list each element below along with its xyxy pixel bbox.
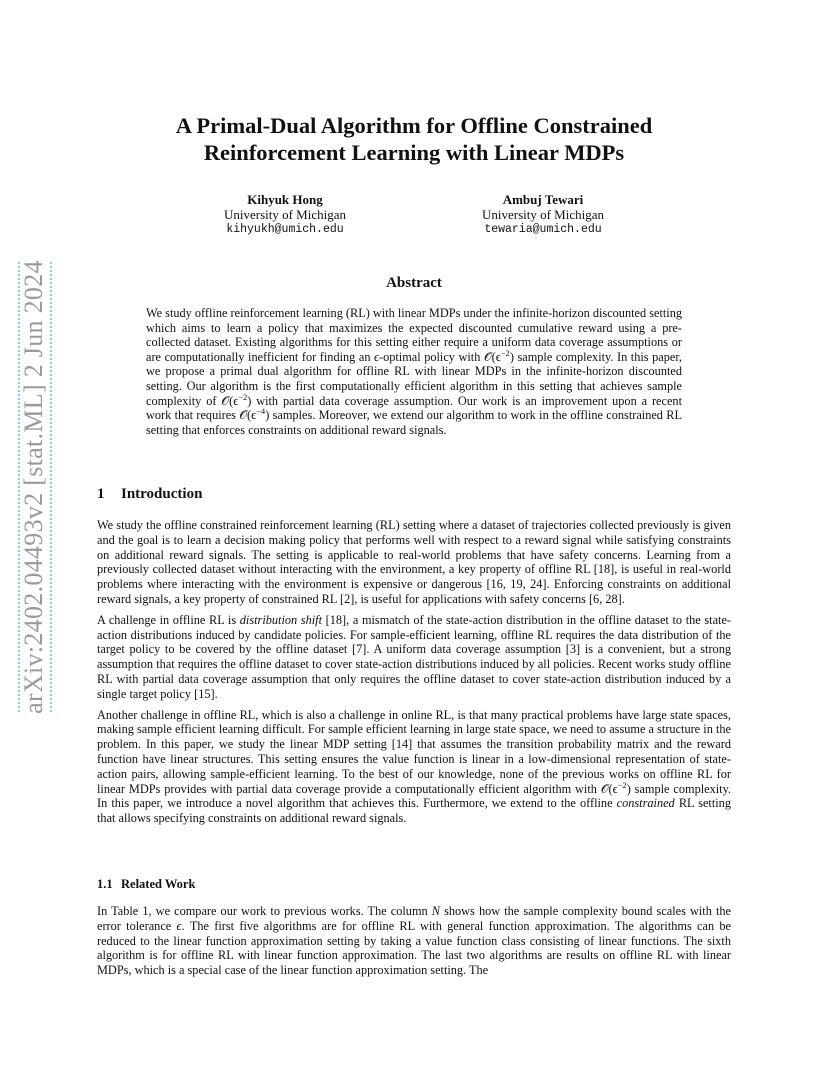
abstract-text: We study offline reinforcement learning (RL) with linear MDPs under the infinite-horizon discounted setting which aims to learn a policy that maximizes the expected discounted cumulative reward using a pre-collected dataset. Existing algorithms for this setting either require a uniform data coverage assumptions or are computationally inefficient for finding an ϵ-optimal policy with $𝒪(\epsilon^{-2})$ sample complexity. In this paper, we propose a primal dual algorithm for offline RL with linear MDPs in the infinite-horizon discounted setting. Our algorithm is the first computationally efficient algorithm in this setting that achieves sample complexity of $𝒪(\epsilon^{-2})$ with partial data coverage assumption. Our work is an improvement upon a recent work that requires $𝒪(\epsilon^{-4})$ samples. Moreover, we extend our algorithm to work in the offline constrained RL setting that enforces constraints on additional reward signals. [146, 306, 683, 437]
related-work-body [97, 904, 731, 984]
section-title: Introduction [121, 486, 203, 502]
author-name: Ambuj Tewari [502, 192, 584, 207]
author-2 [433, 192, 653, 237]
title-line-2: Reinforcement Learning with Linear MDPs [203, 140, 625, 165]
paragraph: We study the offline constrained reinforcement learning (RL) setting where a dataset of trajectories collected previously is given and the goal is to learn a decision making policy that performs well with respect to a reward signal while satisfying constraints on additional reward signals. The setting is applicable to real-world problems that have safety concerns. Learning from a previously collected dataset without interacting with the environment, a key property of offline RL [18], is useful in real-world problems where interacting with the environment is expensive or dangerous [16, 19, 24]. Enforcing constraints on additional reward signals, a key property of constrained RL [2], is useful for applications with safety concerns [6, 28]. [97, 518, 731, 606]
author-affiliation: University of Michigan [223, 207, 347, 222]
paragraph: A challenge in offline RL is distribution shift [18], a mismatch of the state-action distribution in the offline dataset to the state-action distributions induced by candidate policies. For sample-efficient learning, offline RL requires the data distribution of the target policy to be covered by the offline dataset [7]. A uniform data coverage assumption [3] is a convenient, but a strong assumption that requires the offline dataset to cover state-action distributions induced by all policies. Recent works study offline RL with partial data coverage assumption that only requires the offline dataset to cover state-action distribution induced by a single target policy [15]. [97, 612, 731, 701]
author-1 [175, 192, 395, 237]
title-line-1: A Primal-Dual Algorithm for Offline Constrained [175, 113, 653, 138]
author-email: kihyukh@umich.edu [226, 223, 344, 236]
abstract-heading: Abstract [386, 275, 442, 291]
arxiv-id: arXiv:2402.04493v2 [stat.ML] 2 Jun 2024 [19, 260, 49, 714]
author-email: tewaria@umich.edu [484, 223, 602, 236]
paragraph: In Table 1, we compare our work to previous works. The column N shows how the sample complexity bound scales with the error tolerance ϵ. The first five algorithms are for offline RL with general function approximation. The algorithms can be reduced to the linear function approximation setting by taking a value function class consisting of linear functions. The sixth algorithm is for offline RL with linear function approximation. The last two algorithms are results on offline RL with linear MDPs, which is a special case of the linear function approximation setting. The [97, 904, 731, 978]
subsection-title: Related Work [121, 877, 196, 891]
paragraph: Another challenge in offline RL, which is also a challenge in online RL, is that many practical problems have large state spaces, making sample efficient learning difficult. For sample efficient learning in large state space, we need to assume a structure in the problem. In this paper, we study the linear MDP setting [14] that assumes the transition probability matrix and the reward function have linear structures. This setting ensures the value function is linear in a low-dimensional representation of state-action pairs, allowing sample-efficient learning. To the best of our knowledge, none of the previous works on offline RL for linear MDPs provides with partial data coverage provide a computationally efficient algorithm with $𝒪(\epsilon^{-2})$ sample complexity. In this paper, we introduce a novel algorithm that achieves this. Furthermore, we extend to the offline constrained RL setting that allows specifying constraints on additional reward signals. [97, 707, 731, 826]
stamp-border-right [50, 262, 52, 712]
subsection-number: 1.1 [97, 877, 113, 891]
introduction-body [97, 518, 731, 832]
subsection-heading-related-work [97, 877, 195, 892]
arxiv-stamp [14, 262, 54, 712]
author-affiliation: University of Michigan [481, 207, 605, 222]
section-heading-introduction [97, 486, 202, 503]
paper-title [100, 112, 728, 166]
author-name: Kihyuk Hong [247, 192, 323, 207]
section-number: 1 [97, 486, 105, 502]
